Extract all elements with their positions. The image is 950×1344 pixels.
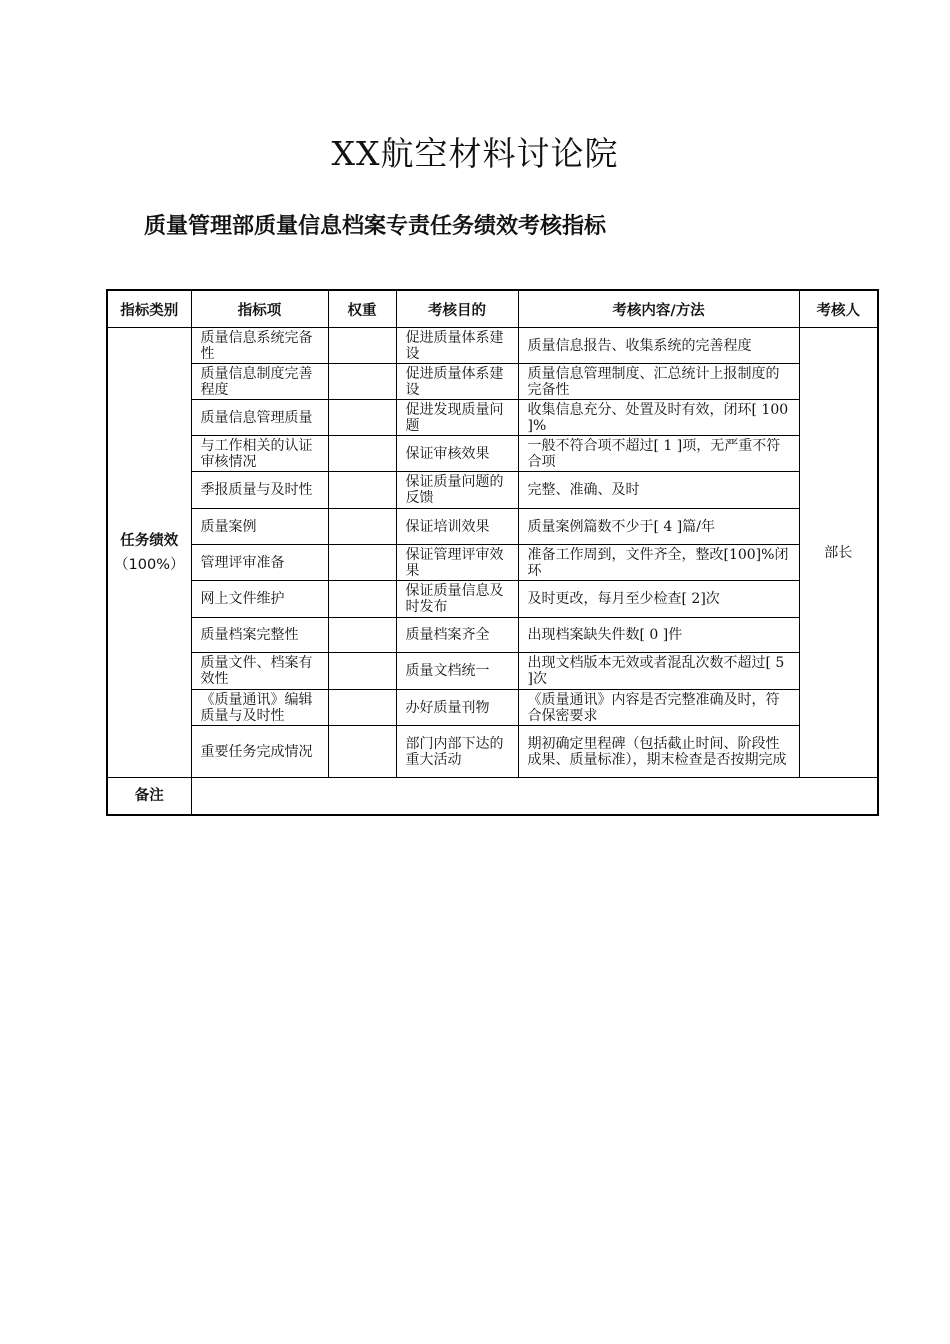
purpose-cell: 质量文档统一: [396, 653, 518, 690]
method-cell: 出现档案缺失件数[ 0 ]件: [518, 618, 799, 653]
table-header-row: [107, 290, 878, 328]
header-method: 考核内容/方法: [518, 290, 799, 328]
method-cell: 质量信息管理制度、汇总统计上报制度的完备性: [518, 364, 799, 400]
weight-cell: [328, 472, 396, 509]
purpose-cell: 保证管理评审效果: [396, 545, 518, 581]
header-weight: 权重: [328, 290, 396, 328]
table-row: [107, 436, 878, 472]
weight-cell: [328, 400, 396, 436]
table-row: [107, 581, 878, 618]
table-row: [107, 472, 878, 509]
item-cell: 质量文件、档案有效性: [191, 653, 328, 690]
item-cell: 质量案例: [191, 509, 328, 545]
item-cell: 《质量通讯》编辑质量与及时性: [191, 690, 328, 726]
item-cell: 重要任务完成情况: [191, 726, 328, 778]
category-label: 任务绩效: [120, 532, 179, 549]
item-cell: 质量信息制度完善程度: [191, 364, 328, 400]
purpose-cell: 促进质量体系建设: [396, 328, 518, 364]
table-row: [107, 400, 878, 436]
weight-cell: [328, 653, 396, 690]
weight-cell: [328, 690, 396, 726]
category-weight: （100%）: [114, 556, 185, 573]
header-item: 指标项: [191, 290, 328, 328]
purpose-cell: 促进发现质量问题: [396, 400, 518, 436]
assessor-cell: 部长: [799, 328, 878, 778]
purpose-cell: 保证质量信息及时发布: [396, 581, 518, 618]
table-row: [107, 726, 878, 778]
header-purpose: 考核目的: [396, 290, 518, 328]
method-cell: 准备工作周到，文件齐全，整改[100]%闭环: [518, 545, 799, 581]
purpose-cell: 保证质量问题的反馈: [396, 472, 518, 509]
weight-cell: [328, 581, 396, 618]
method-cell: 质量信息报告、收集系统的完善程度: [518, 328, 799, 364]
header-assessor: 考核人: [799, 290, 878, 328]
purpose-cell: 质量档案齐全: [396, 618, 518, 653]
method-cell: 收集信息充分、处置及时有效，闭环[ 100 ]%: [518, 400, 799, 436]
purpose-cell: 促进质量体系建设: [396, 364, 518, 400]
weight-cell: [328, 545, 396, 581]
table-row: [107, 618, 878, 653]
purpose-cell: 保证培训效果: [396, 509, 518, 545]
method-cell: 完整、准确、及时: [518, 472, 799, 509]
header-category: 指标类别: [107, 290, 191, 328]
weight-cell: [328, 328, 396, 364]
kpi-table: [106, 289, 879, 816]
purpose-cell: 办好质量刊物: [396, 690, 518, 726]
organization-title: XX航空材料讨论院: [331, 134, 619, 173]
method-cell: 一般不符合项不超过[ 1 ]项，无严重不符合项: [518, 436, 799, 472]
method-cell: 及时更改，每月至少检查[ 2]次: [518, 581, 799, 618]
method-cell: 期初确定里程碑（包括截止时间、阶段性成果、质量标准），期末检查是否按期完成: [518, 726, 799, 778]
weight-cell: [328, 726, 396, 778]
method-cell: 《质量通讯》内容是否完整准确及时，符合保密要求: [518, 690, 799, 726]
remarks-value: [191, 778, 878, 816]
purpose-cell: 保证审核效果: [396, 436, 518, 472]
table-row: [107, 545, 878, 581]
item-cell: 质量档案完整性: [191, 618, 328, 653]
item-cell: 网上文件维护: [191, 581, 328, 618]
remarks-label: 备注: [107, 778, 191, 816]
item-cell: 质量信息管理质量: [191, 400, 328, 436]
weight-cell: [328, 436, 396, 472]
category-cell: [107, 328, 191, 778]
item-cell: 季报质量与及时性: [191, 472, 328, 509]
remarks-row: [107, 778, 878, 816]
item-cell: 管理评审准备: [191, 545, 328, 581]
document-title: 质量管理部质量信息档案专责任务绩效考核指标: [144, 214, 607, 239]
method-cell: 出现文档版本无效或者混乱次数不超过[ 5 ]次: [518, 653, 799, 690]
item-cell: 质量信息系统完备性: [191, 328, 328, 364]
table-row: [107, 364, 878, 400]
table-row: [107, 690, 878, 726]
table-row: [107, 653, 878, 690]
weight-cell: [328, 364, 396, 400]
method-cell: 质量案例篇数不少于[ 4 ]篇/年: [518, 509, 799, 545]
item-cell: 与工作相关的认证审核情况: [191, 436, 328, 472]
weight-cell: [328, 509, 396, 545]
weight-cell: [328, 618, 396, 653]
table-row: [107, 328, 878, 364]
purpose-cell: 部门内部下达的重大活动: [396, 726, 518, 778]
table-row: [107, 509, 878, 545]
